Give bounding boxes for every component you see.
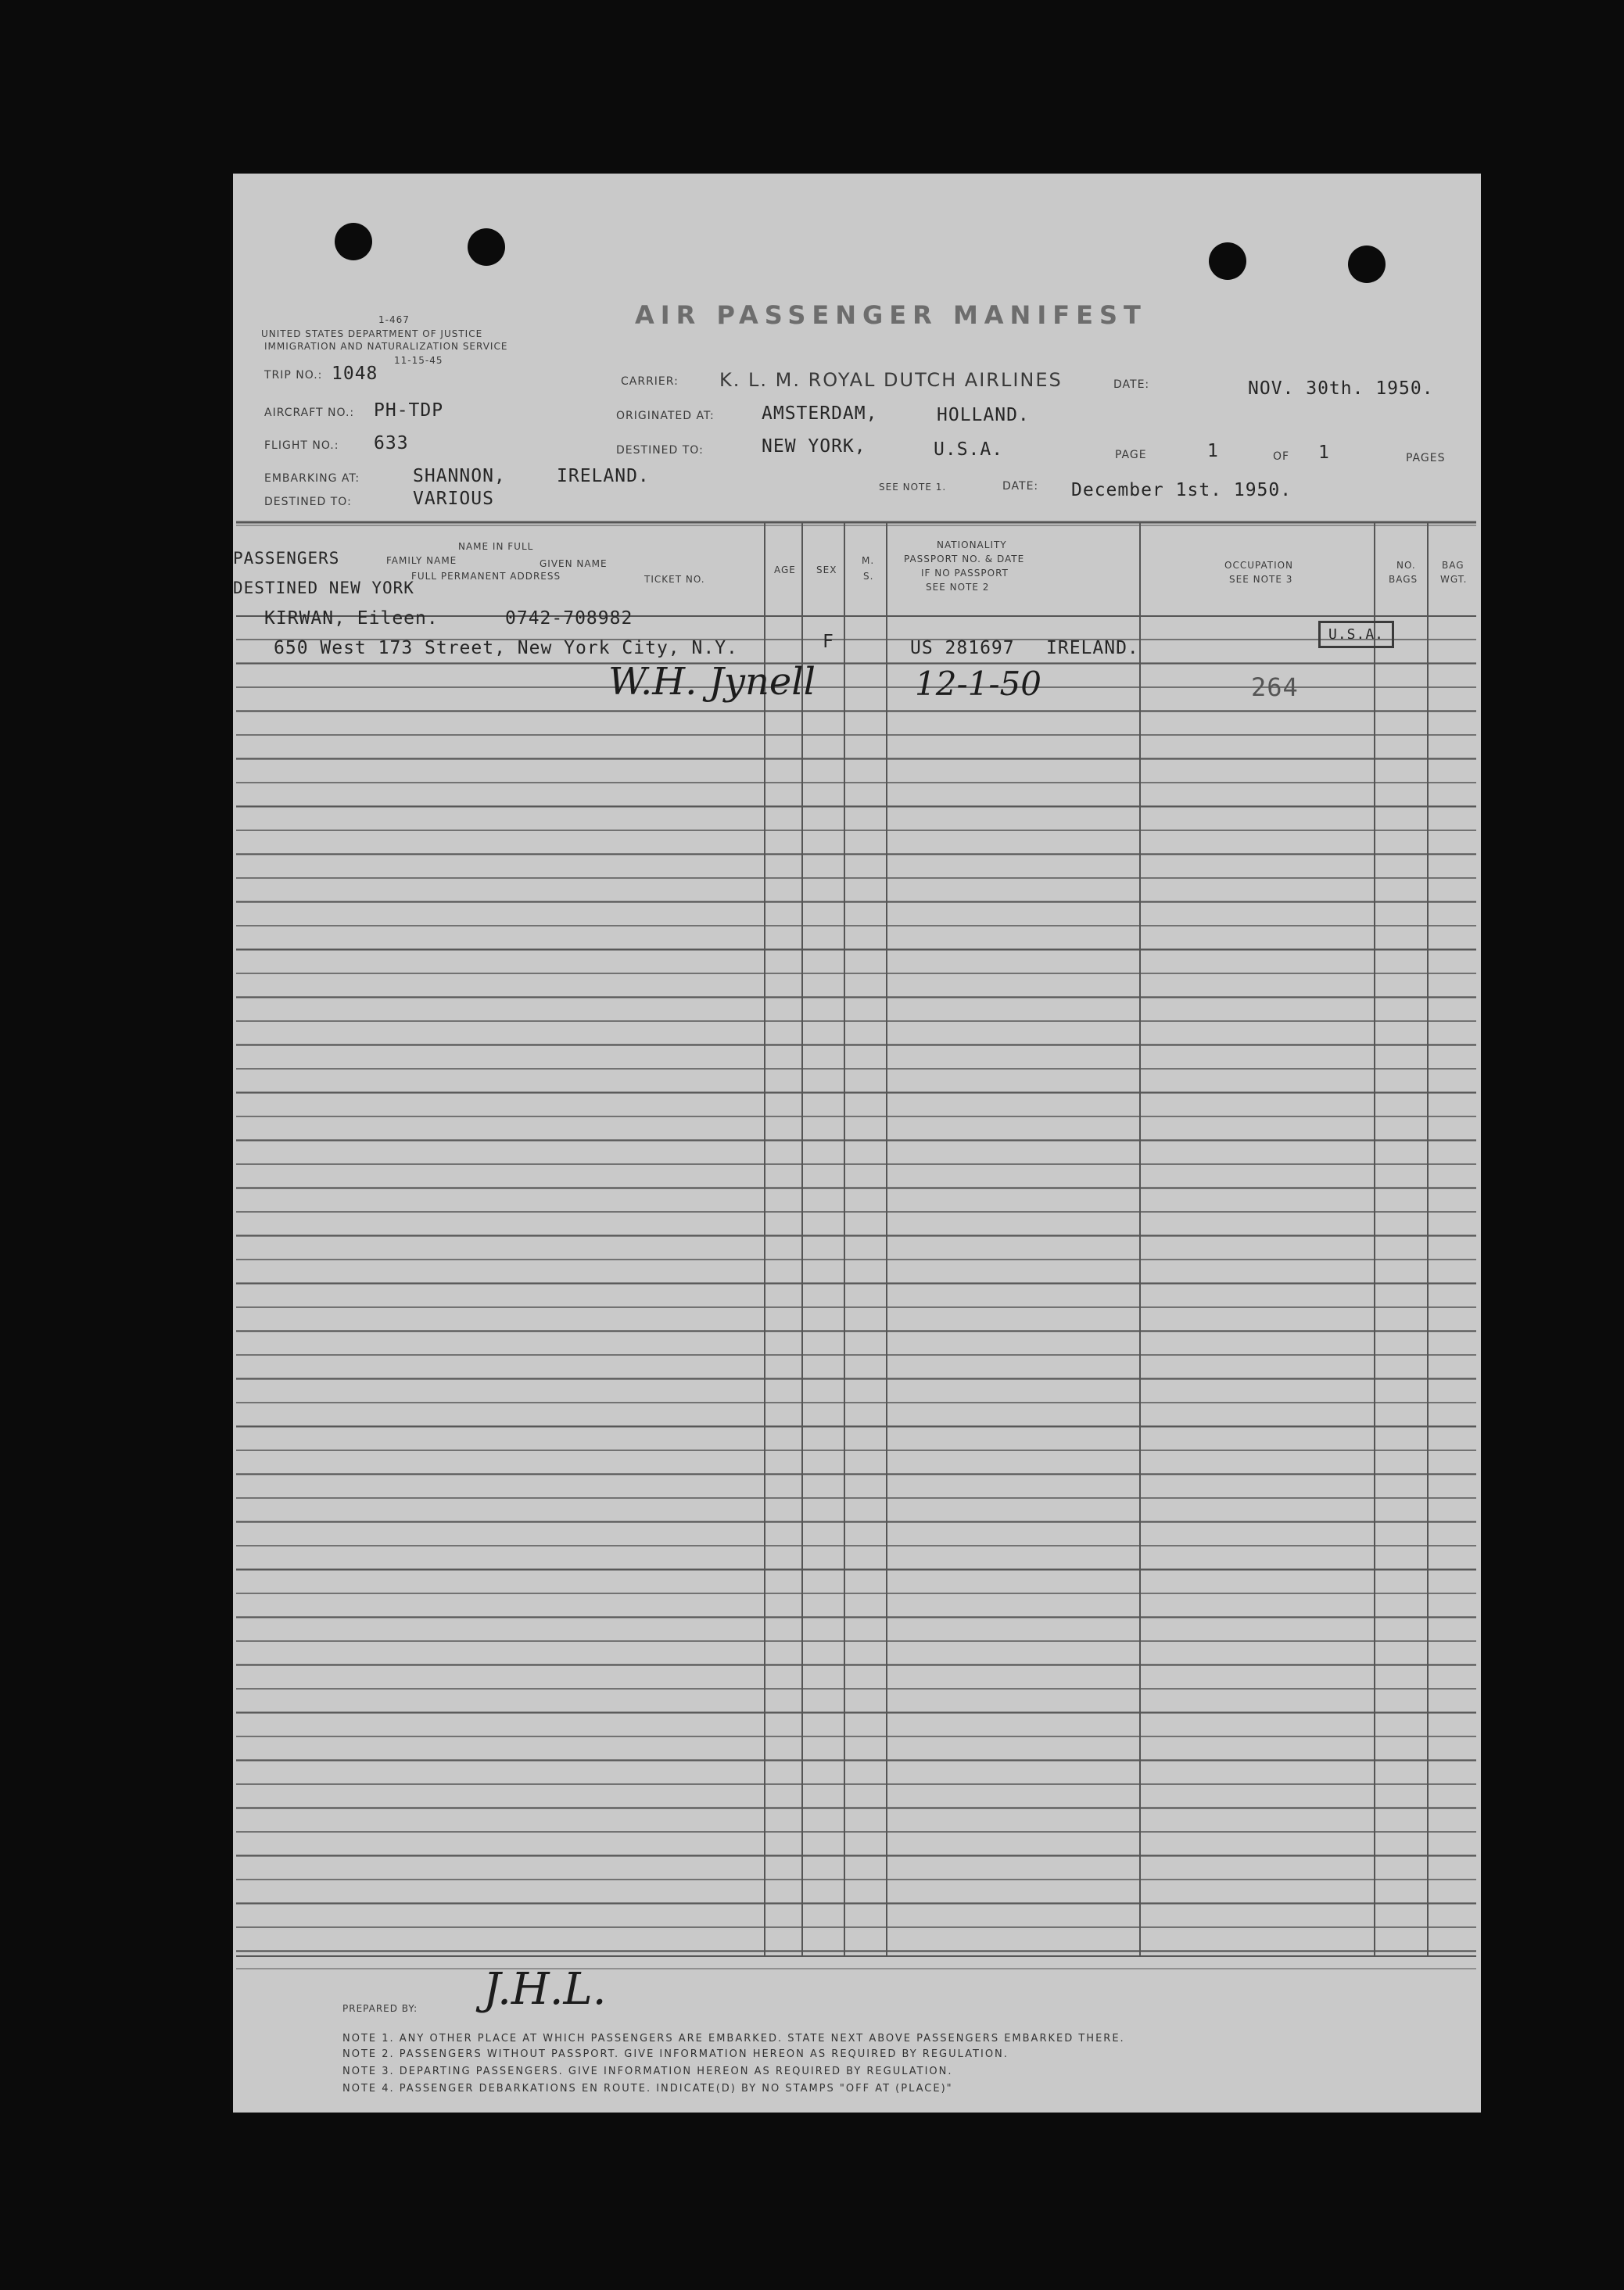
trip-label: TRIP NO.: [264, 369, 323, 382]
agency-date: 11-15-45 [394, 355, 443, 366]
group-label-1: PASSENGERS [233, 549, 340, 568]
prepared-signature: J.H.L. [483, 1964, 607, 2015]
col-name-l1: NAME IN FULL [458, 541, 534, 552]
passenger-passport: US 281697 [910, 638, 1015, 658]
col-name-l2b: GIVEN NAME [540, 558, 608, 569]
col-ms-2: S. [863, 571, 874, 582]
handwritten-date: 12-1-50 [915, 665, 1041, 703]
aircraft-label: AIRCRAFT NO.: [264, 407, 355, 419]
col-occ-l1: OCCUPATION [1224, 560, 1294, 571]
aircraft-value: PH-TDP [374, 400, 444, 421]
of-value: 1 [1318, 443, 1330, 463]
carrier-label: CARRIER: [621, 375, 679, 388]
note-3: NOTE 3. DEPARTING PASSENGERS. GIVE INFORMATION HEREON AS REQUIRED BY REGULATION. [342, 2066, 953, 2077]
passenger-name: KIRWAN, Eileen. [264, 608, 439, 629]
col-ms-1: M. [862, 555, 875, 566]
date-value: NOV. 30th. 1950. [1248, 378, 1434, 399]
manifest-page [233, 174, 1481, 2113]
form-code: 1-467 [378, 314, 410, 325]
usa-stamp: U.S.A. [1318, 621, 1394, 648]
col-nat-l1: NATIONALITY [937, 539, 1007, 550]
agency-line-1: UNITED STATES DEPARTMENT OF JUSTICE [261, 328, 483, 339]
col-ticket: TICKET NO. [644, 574, 705, 585]
flight-label: FLIGHT NO.: [264, 439, 339, 452]
col-nat-l4: SEE NOTE 2 [926, 582, 990, 593]
passenger-sex: F [823, 632, 834, 652]
trip-value: 1048 [332, 364, 378, 384]
col-name-l3: FULL PERMANENT ADDRESS [411, 571, 561, 582]
destined2-label: DESTINED TO: [264, 496, 352, 508]
originated-country: HOLLAND. [937, 405, 1030, 425]
col-age: AGE [774, 564, 796, 575]
passenger-ticket: 0742-708982 [505, 608, 633, 629]
group-label-2: DESTINED NEW YORK [233, 579, 414, 597]
page-value: 1 [1207, 441, 1219, 461]
pages-label: PAGES [1406, 452, 1446, 464]
note-2: NOTE 2. PASSENGERS WITHOUT PASSPORT. GIVE INFORMATION HEREON AS REQUIRED BY REGULATION. [342, 2048, 1009, 2060]
note-4: NOTE 4. PASSENGER DEBARKATIONS EN ROUTE. INDICATE(D) BY NO STAMPS "OFF AT (PLACE)" [342, 2083, 953, 2095]
col-wgt-l2: WGT. [1440, 574, 1468, 585]
prepared-label: PREPARED BY: [342, 2003, 418, 2014]
page-title: AIR PASSENGER MANIFEST [635, 300, 1147, 330]
col-bags-l2: BAGS [1389, 574, 1418, 585]
passenger-address: 650 West 173 Street, New York City, N.Y. [274, 638, 738, 658]
embarking-label: EMBARKING AT: [264, 472, 360, 485]
destined-label: DESTINED TO: [616, 444, 704, 457]
see-note-label: SEE NOTE 1. [879, 482, 947, 493]
flight-value: 633 [374, 433, 409, 453]
carrier-value: K. L. M. ROYAL DUTCH AIRLINES [719, 369, 1063, 391]
embarking-country: IRELAND. [557, 466, 650, 486]
date2-value: December 1st. 1950. [1071, 480, 1292, 500]
note-1: NOTE 1. ANY OTHER PLACE AT WHICH PASSENGERS ARE EMBARKED. STATE NEXT ABOVE PASSENGERS EMBARKED THERE. [342, 2033, 1125, 2045]
col-wgt-l1: BAG [1442, 560, 1464, 571]
originated-city: AMSTERDAM, [762, 403, 878, 424]
page-label: PAGE [1115, 449, 1147, 461]
originated-label: ORIGINATED AT: [616, 410, 715, 422]
agency-line-2: IMMIGRATION AND NATURALIZATION SERVICE [264, 341, 508, 352]
of-label: OF [1273, 450, 1290, 463]
passenger-number: 264 [1251, 672, 1299, 702]
passenger-nationality: IRELAND. [1046, 638, 1139, 658]
date2-label: DATE: [1002, 480, 1039, 493]
destined-city: NEW YORK, [762, 436, 866, 457]
col-name-l2a: FAMILY NAME [386, 555, 457, 566]
handwritten-signature: W.H. Jynell [608, 660, 816, 704]
col-nat-l2: PASSPORT NO. & DATE [904, 554, 1025, 564]
col-nat-l3: IF NO PASSPORT [921, 568, 1009, 579]
embarking-city: SHANNON, [413, 466, 506, 486]
date-label: DATE: [1113, 378, 1150, 391]
col-bags-l1: NO. [1396, 560, 1416, 571]
destined-country: U.S.A. [934, 439, 1004, 460]
col-occ-l2: SEE NOTE 3 [1229, 574, 1293, 585]
col-sex: SEX [816, 564, 837, 575]
destined2-value: VARIOUS [413, 489, 494, 509]
